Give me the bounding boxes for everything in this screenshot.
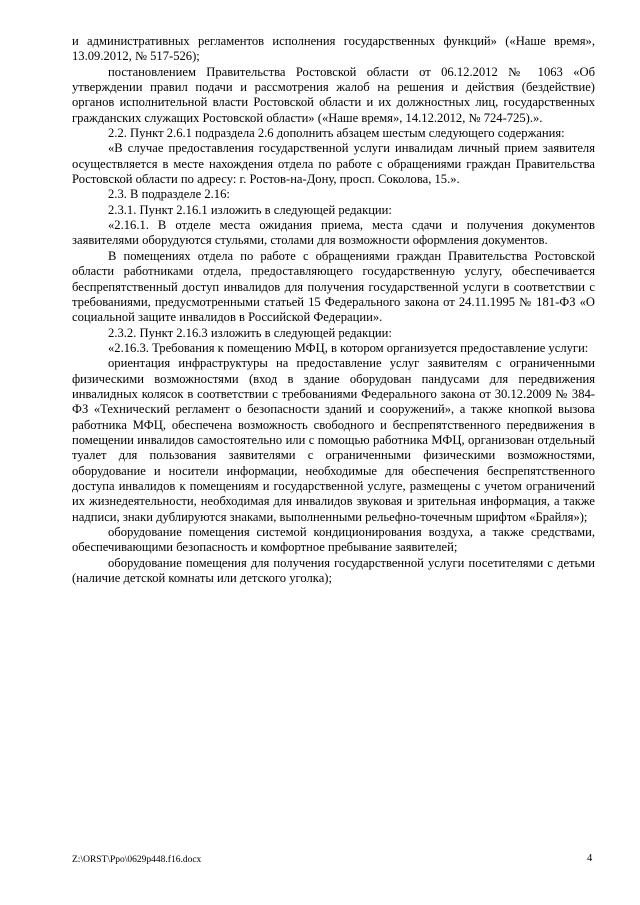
paragraph-1: и административных регламентов исполнения государственных функций» («Наше время», 13.09.2012, № 517-526);	[72, 34, 595, 64]
footer-file-path: Z:\ORST\Ppo\0629p448.f16.docx	[72, 855, 202, 865]
paragraph-10: «2.16.3. Требования к помещению МФЦ, в котором организуется предоставление услуги:	[108, 340, 589, 355]
paragraph-3: 2.2. Пункт 2.6.1 подраздела 2.6 дополнить абзацем шестым следующего содержания:	[108, 126, 565, 141]
paragraph-11: ориентация инфраструктуры на предоставление услуг заявителям с ограниченными физическими возможностями (вход в здание оборудован пандусами для передвижения инвалидных колясок в соответствии с требованиями Федерального закона от 30.12.2009 № 384-ФЗ «Технический регламент о безопасности зданий и сооружений», а также кнопкой вызова работника МФЦ, обеспечена возможность свободного и беспрепятственного передвижения в помещении инвалидов самостоятельно или с помощью работника МФЦ, организован отдельный туалет для пользования заявителями с ограниченными физическими возможностями, оборудование и носители информации, необходимые для обеспечения беспрепятственного доступа инвалидов к помещениям и государственной услуге, размещены с учетом ограничений их жизнедеятельности, необходимая для инвалидов звуковая и зрительная информация, а также надписи, знаки дублируются знаками, выполненными рельефно-точечным шрифтом «Брайля»);	[72, 356, 595, 524]
paragraph-5: 2.3. В подразделе 2.16:	[108, 187, 230, 202]
paragraph-9: 2.3.2. Пункт 2.16.3 изложить в следующей редакции:	[108, 325, 392, 340]
page-number: 4	[587, 853, 593, 864]
paragraph-2: постановлением Правительства Ростовской области от 06.12.2012 № 1063 «Об утверждении правил подачи и рассмотрения жалоб на решения и действия (бездействие) органов исполнительной власти Ростовской области и их должностных лиц, государственных гражданских служащих Ростовской области» («Наше время», 14.12.2012, № 724-725).».	[72, 64, 595, 125]
paragraph-12: оборудование помещения системой кондиционирования воздуха, а также средствами, обеспечивающими безопасность и комфортное пребывание заявителей;	[72, 525, 595, 555]
document-body	[72, 34, 595, 586]
paragraph-4: «В случае предоставления государственной услуги инвалидам личный прием заявителя осуществляется в месте нахождения отдела по работе с обращениями граждан Правительства Ростовской области по адресу: г. Ростов-на-Дону, просп. Соколова, 15.».	[72, 141, 595, 187]
paragraph-6: 2.3.1. Пункт 2.16.1 изложить в следующей редакции:	[108, 202, 392, 217]
paragraph-8: В помещениях отдела по работе с обращениями граждан Правительства Ростовской области работниками отдела, предоставляющего государственную услугу, обеспечивается беспрепятственный доступ инвалидов для получения государственной услуги в соответствии с требованиями, предусмотренными статьей 15 Федерального закона от 24.11.1995 № 181-ФЗ «О социальной защите инвалидов в Российской Федерации».	[72, 248, 595, 325]
paragraph-13: оборудование помещения для получения государственной услуги посетителями с детьми (наличие детской комнаты или детского уголка);	[72, 555, 595, 586]
paragraph-7: «2.16.1. В отделе места ожидания приема, места сдачи и получения документов заявителями оборудуются стульями, столами для возможности оформления документов.	[72, 218, 595, 248]
